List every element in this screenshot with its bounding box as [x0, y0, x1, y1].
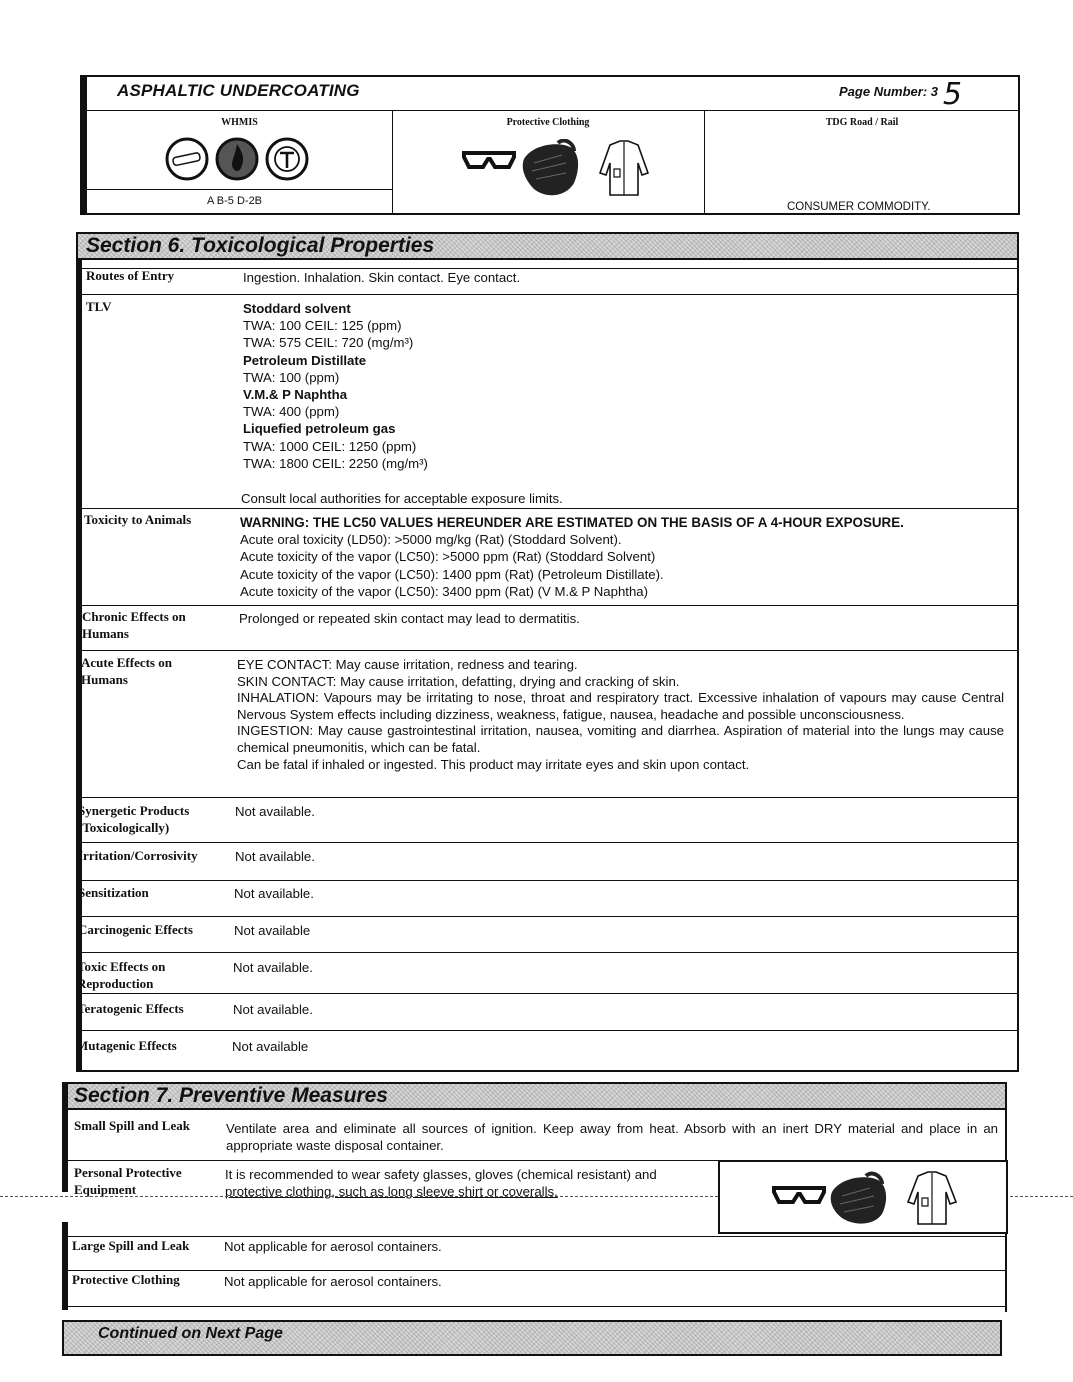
row-divider: [82, 268, 1019, 269]
acute-label: [81, 654, 172, 688]
left-rule: [62, 1082, 68, 1192]
ppe-label-line: Personal Protective: [74, 1165, 182, 1180]
tlv-line: TWA: 1800 CEIL: 2250 (mg/m³): [243, 455, 428, 471]
large-spill-label: Large Spill and Leak: [72, 1238, 190, 1253]
row-divider: [82, 842, 1019, 843]
toxicity-label: Toxicity to Animals: [84, 512, 192, 527]
teratogenic-label: Teratogenic Effects: [77, 1001, 184, 1016]
toxicity-line: Acute toxicity of the vapor (LC50): >5000 ppm (Rat) (Stoddard Solvent): [240, 549, 656, 565]
chronic-label: [82, 608, 186, 642]
reproduction-label-line: Reproduction: [77, 976, 154, 991]
mutagenic-value: Not available: [232, 1039, 309, 1054]
ppe-icon-box: [718, 1160, 1008, 1234]
lab-coat-icon: [908, 1172, 956, 1224]
reproduction-label-line: Toxic Effects on: [77, 959, 166, 974]
tlv-line: Liquefied petroleum gas: [243, 421, 396, 437]
row-divider: [82, 605, 1019, 606]
row-divider: [82, 797, 1019, 798]
whmis-classification: A B-5 D-2B: [207, 195, 263, 207]
toxicity-warning: WARNING: THE LC50 VALUES HEREUNDER ARE ESTIMATED ON THE BASIS OF A 4-HOUR EXPOSURE.: [240, 515, 904, 530]
whmis-heading: WHMIS: [221, 117, 258, 128]
document-header: [80, 75, 1020, 215]
tdg-classification: CONSUMER COMMODITY.: [787, 201, 931, 213]
row-divider: [82, 880, 1019, 881]
toxicity-line: Acute toxicity of the vapor (LC50): 3400 ppm (Rat) (V M.& P Naphtha): [240, 583, 649, 599]
row-divider: [82, 294, 1019, 295]
lab-coat-icon: [600, 141, 648, 195]
sensitization-value: Not available.: [234, 886, 314, 901]
ppe-line: protective clothing, such as long sleeve shirt or coveralls.: [225, 1183, 558, 1199]
irritation-label: Irritation/Corrosivity: [78, 848, 198, 863]
page-number: Page Number: 3: [839, 84, 938, 99]
small-spill-value: Ventilate area and eliminate all sources of ignition. Keep away from heat. Absorb with an inert DRY material and place in an appropriate waste disposal container.: [226, 1121, 998, 1153]
safety-glasses-icon: [464, 153, 514, 167]
continued-banner: [62, 1320, 1002, 1356]
chronic-value: Prolonged or repeated skin contact may lead to dermatitis.: [239, 611, 580, 626]
tlv-line: TWA: 1000 CEIL: 1250 (ppm): [243, 438, 417, 454]
synergetic-label-line: Synergetic Products: [78, 803, 190, 818]
gloves-icon: [831, 1174, 886, 1224]
toxicity-line: Acute toxicity of the vapor (LC50): 1400 ppm (Rat) (Petroleum Distillate).: [240, 566, 664, 582]
synergetic-value: Not available.: [235, 804, 315, 819]
toxic-t-icon: [267, 139, 307, 179]
ppe-label-line: Equipment: [74, 1182, 137, 1197]
routes-label: Routes of Entry: [86, 268, 175, 283]
protective-clothing-label: Protective Clothing: [72, 1272, 180, 1287]
synergetic-label: [78, 802, 189, 836]
acute-line: INHALATION: Vapours may be irritating to nose, throat and respiratory tract. Excessive inhalation of vapours may cause Central Nervous System effects including dizziness, weakness, fatigue, nausea, headache and possible unconsciousness.: [237, 690, 1004, 722]
teratogenic-value: Not available.: [233, 1002, 313, 1017]
tdg-heading: TDG Road / Rail: [825, 117, 899, 128]
acute-label-line: Acute Effects on: [81, 655, 172, 670]
safety-glasses-icon: [774, 1188, 824, 1202]
row-divider: [68, 1306, 1005, 1307]
row-divider: [68, 1236, 1005, 1237]
tlv-values: [243, 300, 943, 472]
row-divider: [68, 1270, 1005, 1271]
section-6-banner: [76, 232, 1019, 260]
row-divider: [82, 650, 1019, 651]
acute-line: SKIN CONTACT: May cause irritation, defatting, drying and cracking of skin.: [237, 673, 680, 689]
synergetic-label-line: (Toxicologically): [78, 820, 170, 835]
product-name: ASPHALTIC UNDERCOATING: [117, 81, 360, 100]
row-divider: [82, 1030, 1019, 1031]
tlv-line: TWA: 100 (ppm): [243, 369, 340, 385]
tlv-line: TWA: 400 (ppm): [243, 404, 340, 420]
tlv-note: Consult local authorities for acceptable exposure limits.: [241, 491, 563, 506]
whmis-code-divider: [87, 189, 392, 190]
section-7-title: Section 7. Preventive Measures: [74, 1084, 388, 1107]
tlv-line: TWA: 100 CEIL: 125 (ppm): [243, 318, 402, 334]
protective-clothing-value: Not applicable for aerosol containers.: [224, 1274, 442, 1289]
sensitization-label: Sensitization: [78, 885, 149, 900]
chronic-label-line: Humans: [82, 626, 129, 641]
tlv-line: Stoddard solvent: [243, 301, 351, 316]
row-divider: [82, 952, 1019, 953]
toxicity-values: [240, 514, 1000, 600]
large-spill-value: Not applicable for aerosol containers.: [224, 1239, 442, 1254]
protective-clothing-heading: Protective Clothing: [506, 117, 590, 128]
ppe-line: It is recommended to wear safety glasses, gloves (chemical resistant) and: [225, 1167, 657, 1182]
toxicity-line: Acute oral toxicity (LD50): >5000 mg/kg (Rat) (Stoddard Solvent).: [240, 532, 622, 548]
acute-line: Can be fatal if inhaled or ingested. This product may irritate eyes and skin upon contact.: [237, 756, 750, 772]
carcinogenic-label: Carcinogenic Effects: [78, 922, 193, 937]
irritation-value: Not available.: [235, 849, 315, 864]
tlv-label: TLV: [86, 299, 112, 314]
reproduction-value: Not available.: [233, 960, 313, 975]
flammable-icon: [217, 139, 257, 179]
row-divider: [82, 508, 1019, 509]
whmis-symbols: [165, 135, 315, 183]
gloves-icon: [523, 141, 578, 196]
small-spill-label: Small Spill and Leak: [74, 1118, 190, 1133]
ppe-label: [74, 1164, 182, 1198]
section-6-title: Section 6. Toxicological Properties: [86, 234, 435, 257]
compressed-gas-icon: [167, 139, 207, 179]
tlv-line: Petroleum Distillate: [243, 352, 367, 368]
continued-text: Continued on Next Page: [98, 1325, 283, 1342]
ppe-icons: [772, 1170, 962, 1226]
acute-values: [237, 657, 1004, 773]
chronic-label-line: Chronic Effects on: [82, 609, 186, 624]
acute-line: EYE CONTACT: May cause irritation, redness and tearing.: [237, 657, 578, 672]
acute-line: INGESTION: May cause gastrointestinal irritation, nausea, vomiting and diarrhea. Aspiration of material into the lungs may cause chemical pneumonitis, which can be fatal.: [237, 723, 1004, 755]
handwritten-page-mark: 5: [942, 77, 962, 112]
tlv-line: V.M.& P Naphtha: [243, 387, 348, 403]
row-divider: [82, 993, 1019, 994]
routes-value: Ingestion. Inhalation. Skin contact. Eye contact.: [243, 270, 521, 285]
acute-label-line: Humans: [81, 672, 128, 687]
mutagenic-label: Mutagenic Effects: [76, 1038, 177, 1053]
row-divider: [82, 916, 1019, 917]
tlv-line: TWA: 575 CEIL: 720 (mg/m³): [243, 335, 414, 351]
carcinogenic-value: Not available: [234, 923, 311, 938]
protective-clothing-icons: [462, 139, 652, 199]
reproduction-label: [77, 958, 165, 992]
header-divider: [87, 110, 1018, 111]
